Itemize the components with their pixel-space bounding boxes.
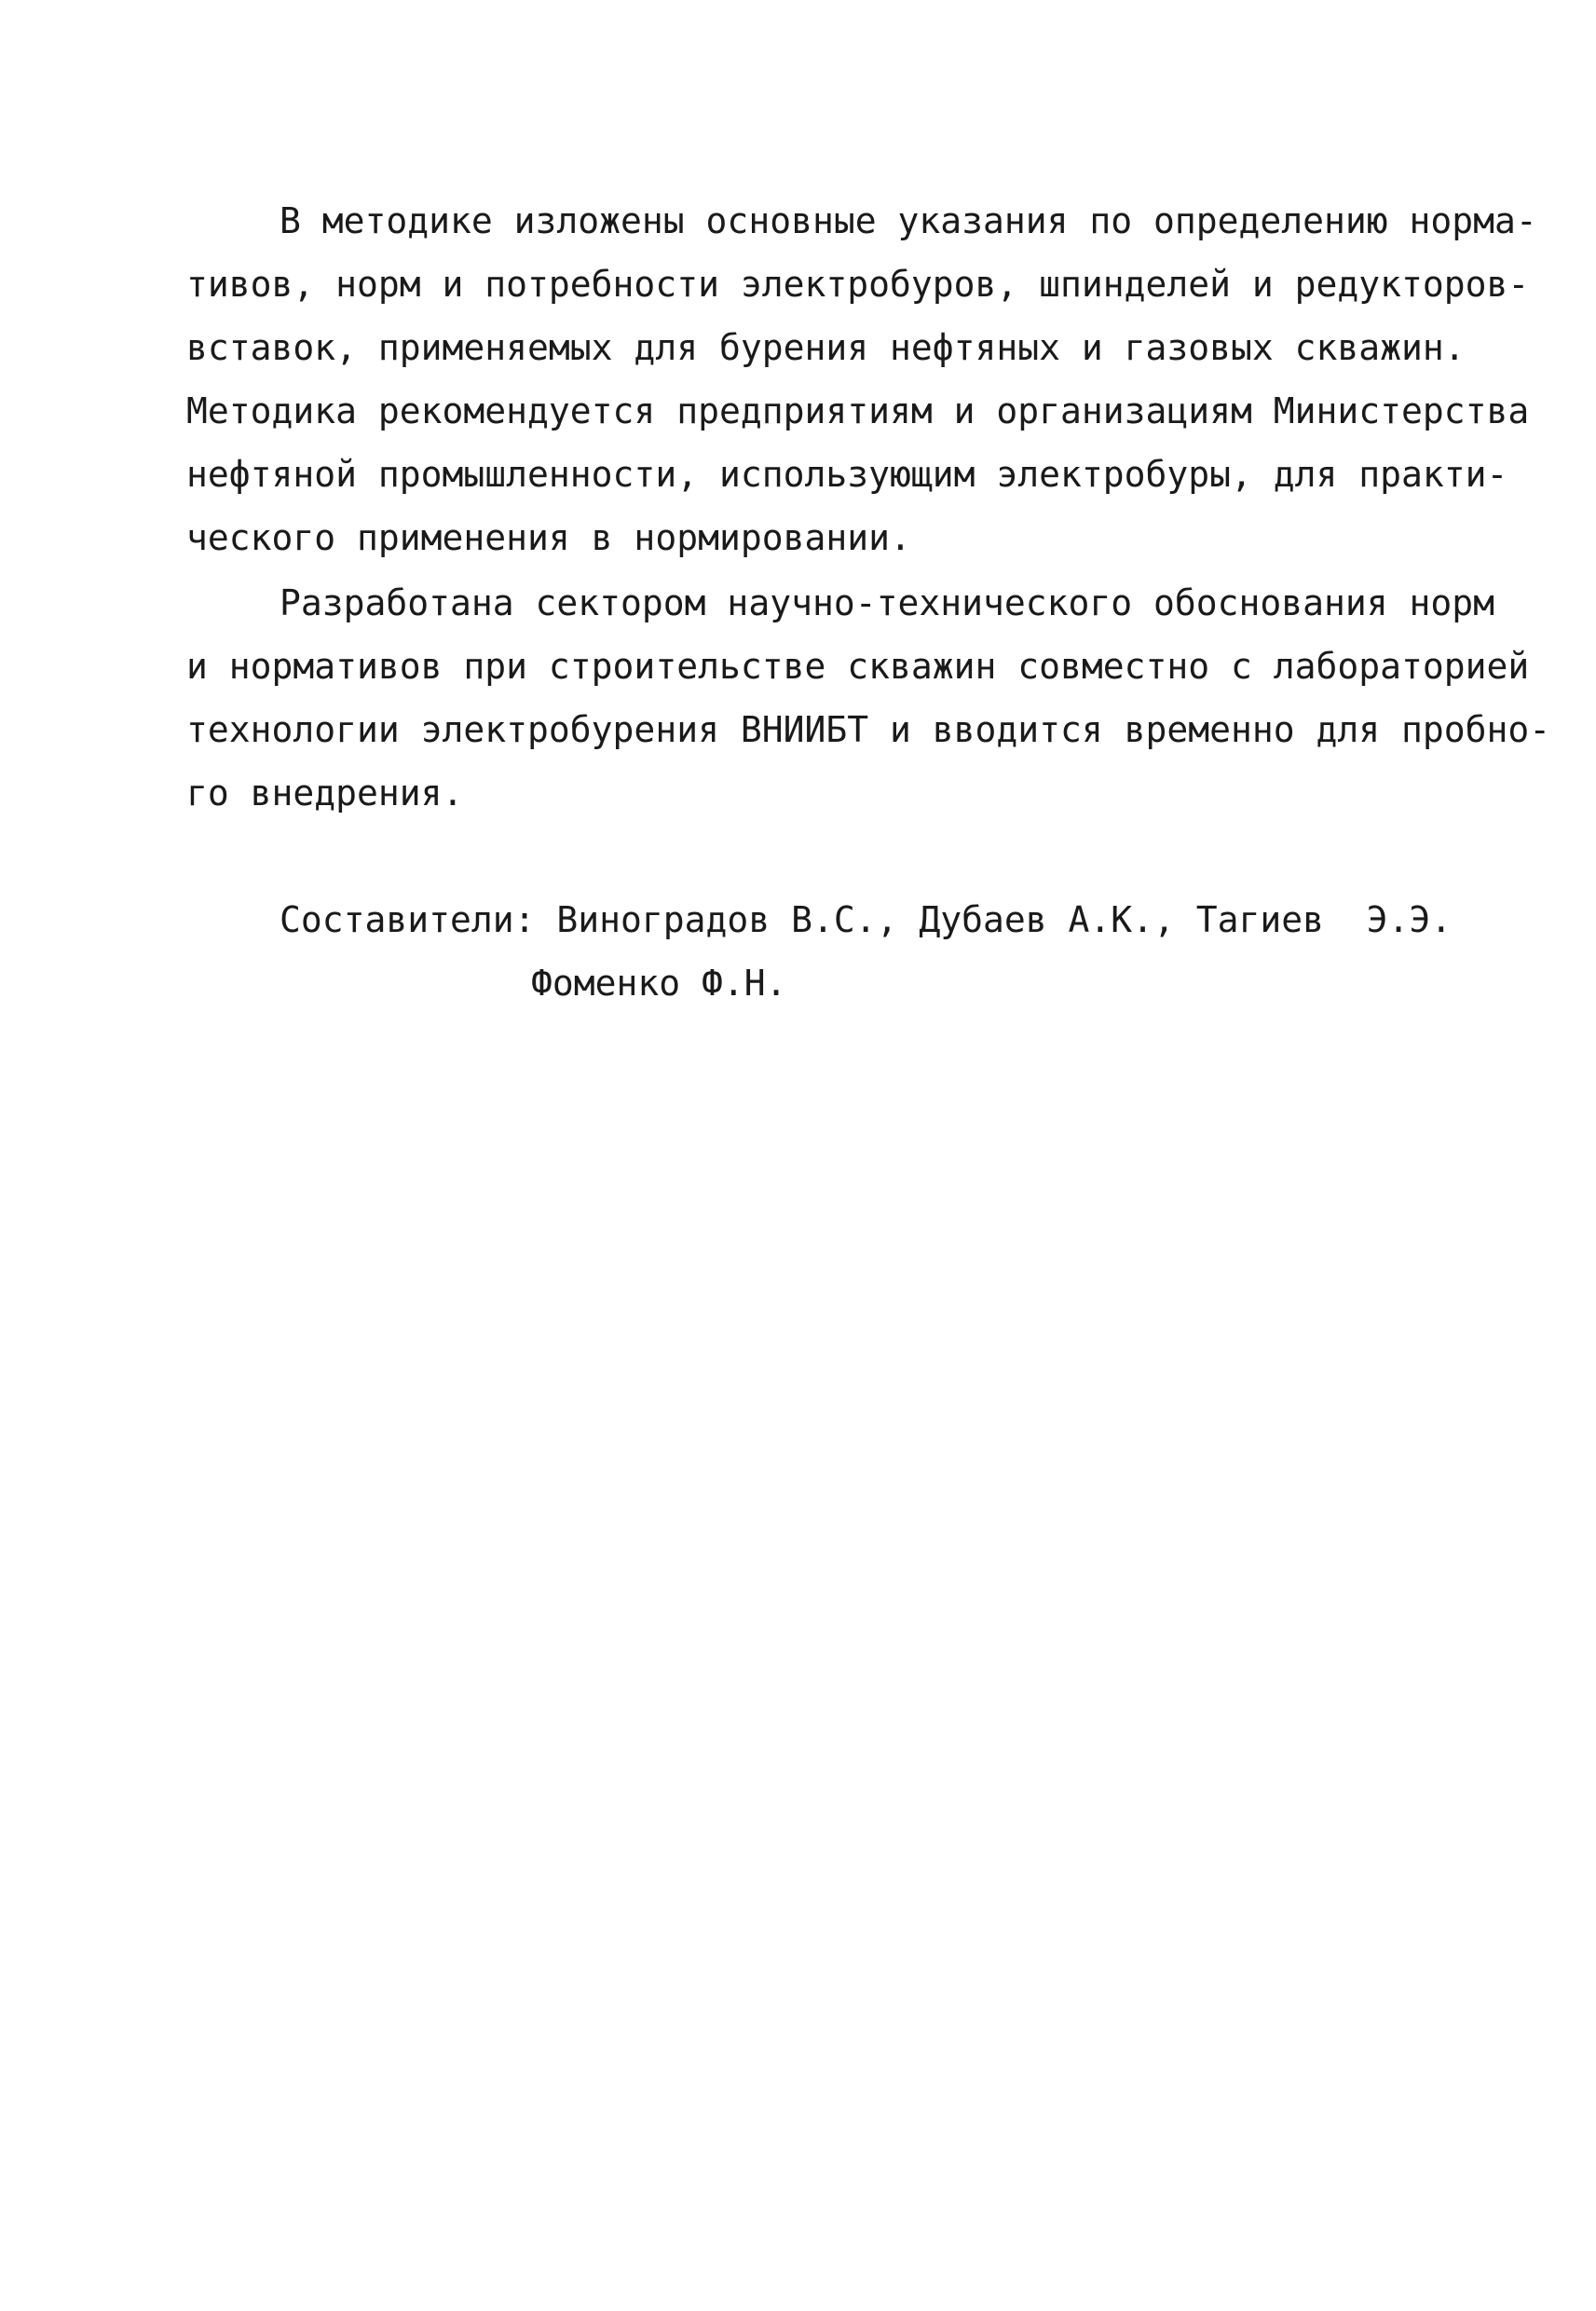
paragraph-2-line-1: Разработана сектором научно-технического обоснования норм — [280, 582, 1495, 623]
paragraph-2-line-2: и нормативов при строительстве скважин совместно с лабораторией — [186, 646, 1530, 687]
paragraph-1-line-1: В методике изложены основные указания по определению норма- — [280, 200, 1537, 241]
paragraph-1-line-5: нефтяной промышленности, использующим электробуры, для практи- — [186, 454, 1508, 495]
paragraph-1-line-6: ческого применения в нормировании. — [186, 517, 911, 558]
paragraph-2-line-4: го внедрения. — [186, 773, 464, 814]
paragraph-1-line-4: Методика рекомендуется предприятиям и организациям Министерства — [186, 390, 1530, 431]
paragraph-2-line-3: технологии электробурения ВНИИБТ и вводится временно для пробно- — [186, 709, 1551, 750]
authors-line-2: Фоменко Ф.Н. — [531, 963, 787, 1004]
paragraph-1-line-3: вставок, применяемых для бурения нефтяных и газовых скважин. — [186, 327, 1466, 368]
paragraph-1-line-2: тивов, норм и потребности электробуров, шпинделей и редукторов- — [186, 264, 1530, 305]
authors-line-1: Составители: Виноградов В.С., Дубаев А.К., Тагиев Э.Э. — [280, 899, 1453, 940]
